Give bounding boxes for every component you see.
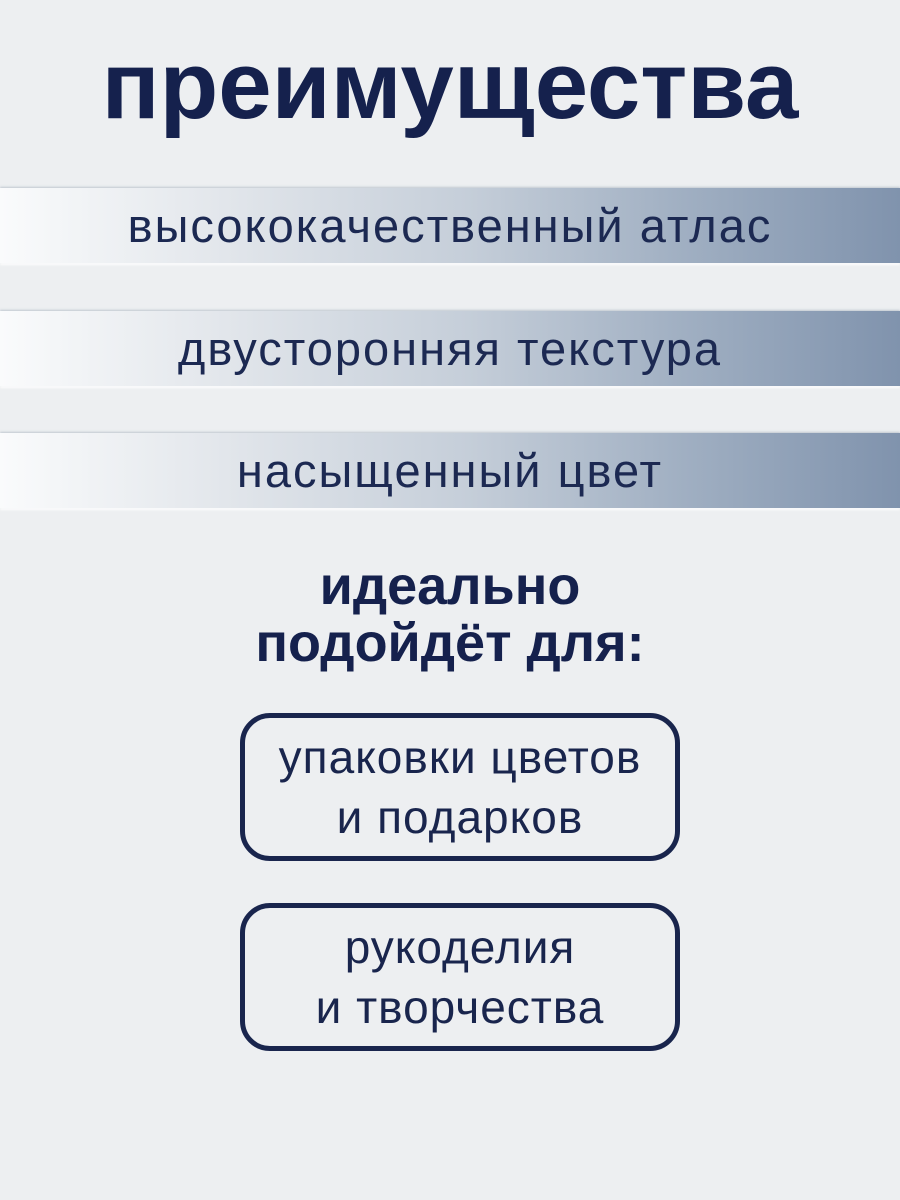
advantage-bar-1-label: высококачественный атлас: [127, 199, 773, 252]
advantage-bar-3: [0, 433, 900, 508]
use-case-box-handicraft: [240, 903, 680, 1051]
use-case-box-gift-wrapping: [240, 713, 680, 861]
use-case-1-line-2: и подарков: [336, 791, 584, 843]
suitable-heading-line-1: идеально: [319, 556, 581, 616]
advantage-bar-3-label: насыщенный цвет: [236, 444, 664, 497]
page-title: преимущества: [101, 32, 799, 139]
use-case-2-line-2: и творчества: [315, 981, 605, 1033]
use-case-1-line-1: упаковки цветов: [278, 731, 642, 783]
advantage-bar-2: [0, 311, 900, 386]
use-case-2-line-1: рукоделия: [344, 921, 576, 973]
advantage-bar-2-label: двусторонняя текстура: [177, 322, 723, 375]
suitable-heading: [0, 558, 900, 672]
advantage-bar-1: [0, 188, 900, 263]
suitable-heading-line-2: подойдёт для:: [255, 613, 645, 673]
